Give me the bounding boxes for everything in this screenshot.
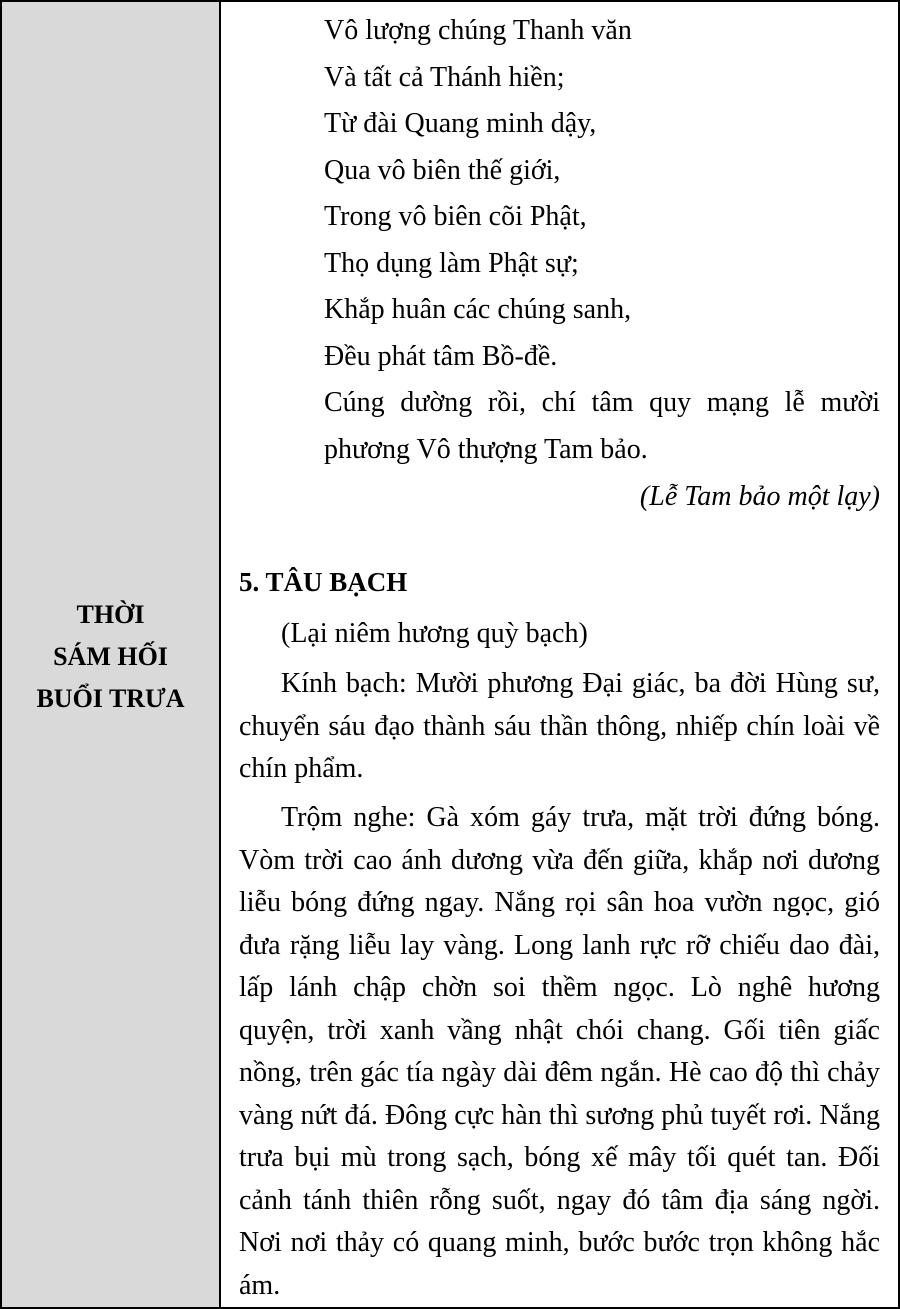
instruction-text: (Lại niêm hương quỳ bạch) <box>281 618 588 649</box>
verse-line: Vô lượng chúng Thanh văn <box>324 15 632 46</box>
content-column <box>221 2 898 1307</box>
section-title <box>2 594 219 720</box>
section-title-line-3: BUỔI TRƯA <box>36 684 185 713</box>
verse-closing-line: Cúng dường rồi, chí tâm quy mạng lễ mười phương Vô thượng Tam bảo. <box>324 387 880 465</box>
paragraph-invocation: Kính bạch: Mười phương Đại giác, ba đời Hùng sư, chuyển sáu đạo thành sáu thần thông, nhiếp chín loài về chín phẩm. <box>239 668 880 784</box>
bow-note: (Lễ Tam bảo một lạy) <box>639 481 880 512</box>
section-sidebar <box>2 2 221 1307</box>
paragraph-description: Trộm nghe: Gà xóm gáy trưa, mặt trời đứng bóng. Vòm trời cao ánh dương vừa đến giữa, khắp nơi dương liễu bóng đứng ngay. Nắng rọi sân hoa vườn ngọc, gió đưa rặng liễu lay vàng. Long lanh rực rỡ chiếu dao đài, lấp lánh chập chờn soi thềm ngọc. Lò nghê hương quyện, trời xanh vầng nhật chói chang. Gối tiên giấc nồng, trên gác tía ngày dài đêm ngắn. Hè cao độ thì chảy vàng nứt đá. Đông cực hàn thì sương phủ tuyết rơi. Nắng trưa bụi mù trong sạch, bóng xế mây tối quét tan. Đối cảnh tánh thiên rỗng suốt, ngay đó tâm địa sáng ngời. Nơi nơi thảy có quang minh, bước bước trọn không hắc ám. <box>239 802 880 1301</box>
verse-line: Đều phát tâm Bồ-đề. <box>324 340 558 372</box>
section-title-line-1: THỜI <box>76 600 145 629</box>
verse-line: Khắp huân các chúng sanh, <box>324 294 632 325</box>
section-heading: 5. TÂU BẠCH <box>239 567 408 597</box>
verse-line: Và tất cả Thánh hiền; <box>324 61 565 93</box>
verse-line: Qua vô biên thế giới, <box>324 154 561 186</box>
section-title-line-2: SÁM HỐI <box>53 642 168 671</box>
verse-line: Trong vô biên cõi Phật, <box>324 201 587 232</box>
verse-line: Thọ dụng làm Phật sự; <box>324 247 579 279</box>
verse-line: Từ đài Quang minh dậy, <box>324 108 597 139</box>
verse-block <box>324 8 880 473</box>
